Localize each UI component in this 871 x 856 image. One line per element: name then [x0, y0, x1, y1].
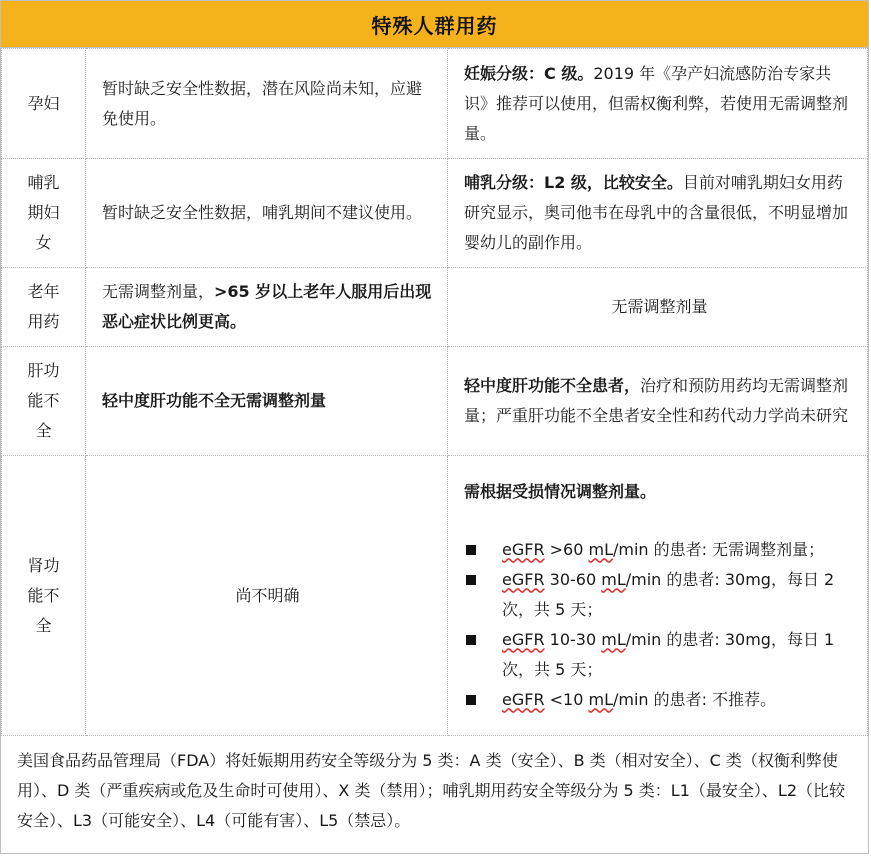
page-title: 特殊人群用药 [371, 13, 498, 38]
lactation-grade: 哺乳分级：L2 级，比较安全。 [464, 173, 683, 192]
egfr-abbr: eGFR [502, 539, 545, 559]
table-row-elderly [2, 268, 868, 347]
unit-ml: mL [588, 539, 613, 559]
table-row-hepatic [2, 347, 868, 456]
egfr-range: <10 [544, 689, 589, 709]
hepatic-mild-moderate: 轻中度肝功能不全患者， [464, 376, 641, 395]
cell-elderly-dosing: 无需调整剂量 [448, 268, 868, 347]
bullet-square-icon [466, 545, 476, 555]
dosing-text: /min 的患者: 不推荐。 [613, 689, 777, 709]
egfr-abbr: eGFR [502, 629, 545, 649]
table-row-pregnancy [2, 49, 868, 159]
unit-ml: mL [601, 569, 626, 589]
cell-hepatic-dosing [448, 347, 868, 456]
unit-ml: mL [601, 629, 626, 649]
row-label-renal: 肾功能不全 [2, 456, 86, 736]
hepatic-description: 治疗和预防用药均无需调整剂量；严重肝功能不全患者安全性和药代动力学尚未研究 [464, 376, 849, 425]
bullet-square-icon [466, 635, 476, 645]
row-label-lactation: 哺乳期妇女 [2, 159, 86, 268]
dosing-text: /min 的患者: 30mg，每日 2 次，共 5 天； [502, 569, 835, 619]
egfr-abbr: eGFR [502, 689, 545, 709]
bullet-square-icon [466, 575, 476, 585]
unit-ml: mL [588, 689, 613, 709]
list-item [464, 625, 855, 685]
list-item [464, 535, 855, 565]
renal-heading: 需根据受损情况调整剂量。 [464, 481, 657, 501]
cell-lactation-grading [448, 159, 868, 268]
table-row-renal [2, 456, 868, 736]
egfr-range: 30-60 [544, 569, 602, 589]
renal-dosing-list [464, 535, 855, 715]
dosing-text: /min 的患者: 无需调整剂量； [613, 539, 825, 559]
cell-lactation-safety: 暂时缺乏安全性数据，哺乳期间不建议使用。 [86, 159, 448, 268]
lactation-description: 目前对哺乳期妇女用药研究显示，奥司他韦在母乳中的含量很低，不明显增加婴幼儿的副作用。 [464, 173, 849, 252]
bullet-square-icon [466, 695, 476, 705]
egfr-range: >60 [544, 539, 589, 559]
pregnancy-recommendation: 2019 年《孕产妇流感防治专家共识》推荐可以使用，但需权衡利弊，若使用无需调整剂量。 [464, 63, 849, 143]
row-label-hepatic: 肝功能不全 [2, 347, 86, 456]
cell-hepatic-note: 轻中度肝功能不全无需调整剂量 [86, 347, 448, 456]
cell-renal-dosing [448, 456, 868, 736]
list-item [464, 565, 855, 625]
egfr-range: 10-30 [544, 629, 602, 649]
title-bar [1, 1, 868, 48]
fda-grading-footnote: 美国食品药品管理局（FDA）将妊娠期用药安全等级分为 5 类：A 类（安全）、B 类（相对安全）、C 类（权衡利弊使用）、D 类（严重疾病或危及生命时可使用）、X 类（禁用）；哺乳期用药安全等级分为 5 类：L1（最安全）、L2（比较安全）、L3（可能安全）、L4（可能有害）、L5（禁忌）。 [17, 751, 845, 830]
elderly-nausea-warning: >65 岁以上老年人服用后出现恶心症状比例更高。 [102, 282, 432, 331]
pregnancy-grade: 妊娠分级：C 级。 [464, 63, 594, 83]
table-row-lactation [2, 159, 868, 268]
cell-pregnancy-grading [448, 49, 868, 159]
list-item [464, 685, 855, 715]
cell-elderly-note [86, 268, 448, 347]
egfr-abbr: eGFR [502, 569, 545, 589]
special-populations-table [1, 48, 868, 736]
row-label-pregnancy: 孕妇 [2, 49, 86, 159]
renal-spacer [464, 507, 855, 535]
cell-pregnancy-safety: 暂时缺乏安全性数据，潜在风险尚未知，应避免使用。 [86, 49, 448, 159]
elderly-no-adjust: 无需调整剂量， [102, 282, 215, 301]
cell-renal-note: 尚不明确 [86, 456, 448, 736]
dosing-text: /min 的患者: 30mg，每日 1 次，共 5 天； [502, 629, 835, 679]
row-label-elderly: 老年用药 [2, 268, 86, 347]
